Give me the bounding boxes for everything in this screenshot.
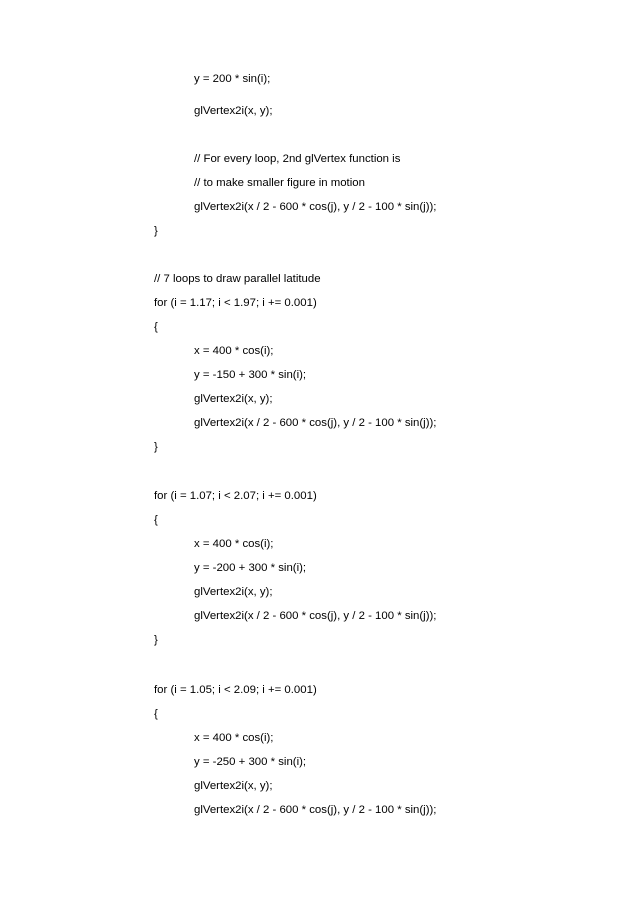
code-brace: }: [154, 441, 158, 453]
code-line: glVertex2i(x, y);: [194, 393, 273, 405]
code-line: y = -250 + 300 * sin(i);: [194, 756, 307, 768]
code-line: glVertex2i(x / 2 - 600 * cos(j), y / 2 - 100 * sin(j));: [194, 417, 437, 429]
code-brace: }: [154, 225, 158, 237]
code-line: x = 400 * cos(i);: [194, 732, 274, 744]
code-line: x = 400 * cos(i);: [194, 538, 274, 550]
code-line: glVertex2i(x, y);: [194, 105, 273, 117]
code-line: y = -150 + 300 * sin(i);: [194, 369, 307, 381]
code-line: y = -200 + 300 * sin(i);: [194, 562, 307, 574]
code-line: glVertex2i(x, y);: [194, 780, 273, 792]
code-brace: {: [154, 514, 158, 526]
code-line: x = 400 * cos(i);: [194, 345, 274, 357]
code-line: glVertex2i(x / 2 - 600 * cos(j), y / 2 - 100 * sin(j));: [194, 201, 437, 213]
code-brace: }: [154, 634, 158, 646]
code-line: glVertex2i(x / 2 - 600 * cos(j), y / 2 - 100 * sin(j));: [194, 804, 437, 816]
code-line: for (i = 1.07; i < 2.07; i += 0.001): [154, 490, 317, 502]
code-line: glVertex2i(x, y);: [194, 586, 273, 598]
code-line: glVertex2i(x / 2 - 600 * cos(j), y / 2 - 100 * sin(j));: [194, 610, 437, 622]
code-line: for (i = 1.17; i < 1.97; i += 0.001): [154, 297, 317, 309]
code-brace: {: [154, 321, 158, 333]
code-line: for (i = 1.05; i < 2.09; i += 0.001): [154, 684, 317, 696]
code-comment: // to make smaller figure in motion: [194, 177, 365, 189]
code-brace: {: [154, 708, 158, 720]
code-comment: // For every loop, 2nd glVertex function is: [194, 153, 401, 165]
code-line: y = 200 * sin(i);: [194, 73, 271, 85]
code-comment: // 7 loops to draw parallel latitude: [154, 273, 321, 285]
